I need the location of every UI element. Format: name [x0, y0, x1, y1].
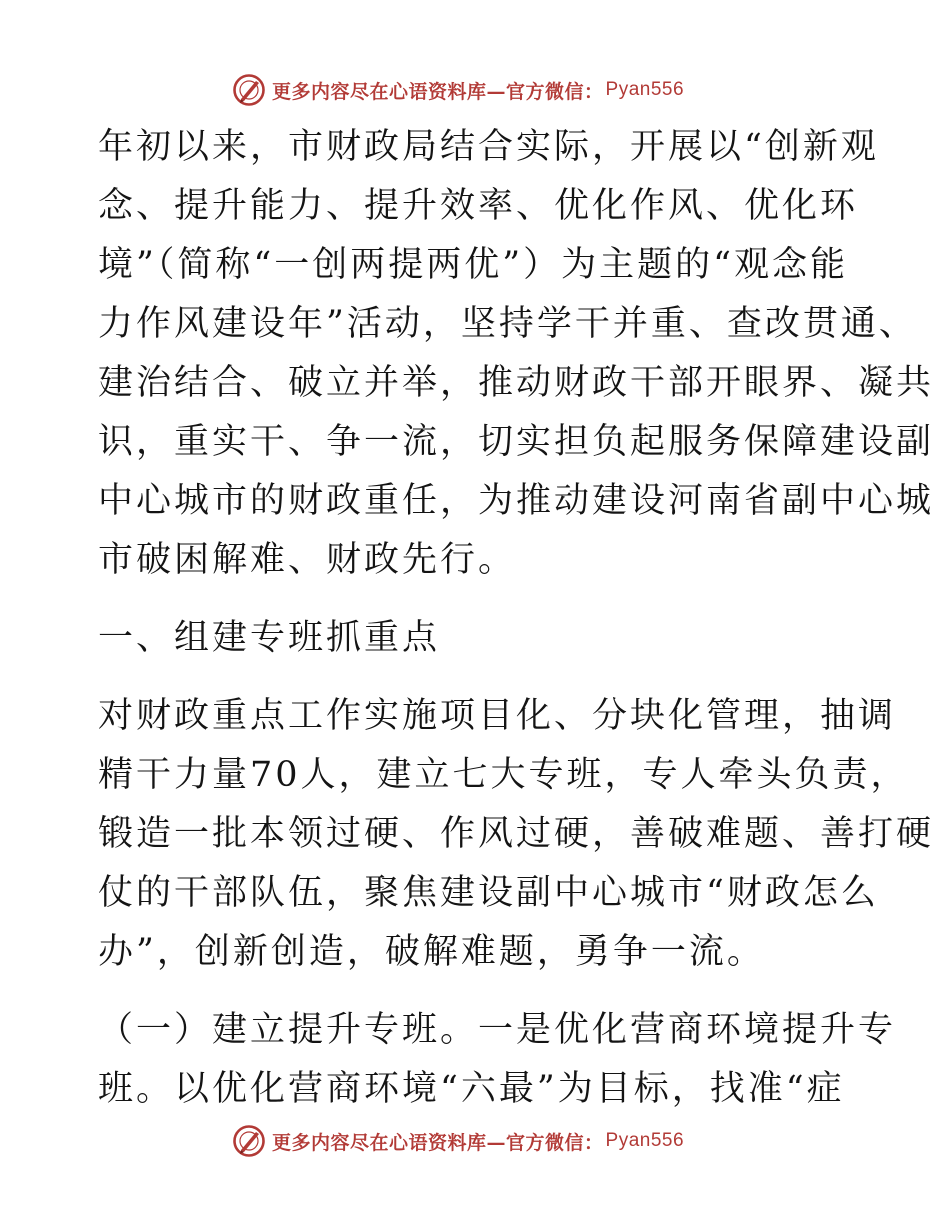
- footer-watermark: [232, 1124, 684, 1158]
- watermark-wechat-id: Pyan556: [605, 79, 685, 100]
- text-line: 建治结合、破立并举，推动财政干部开眼界、凝共: [98, 363, 935, 403]
- watermark-text: 更多内容尽在心语资料库—官方微信：: [272, 1131, 604, 1154]
- section-paragraph: [98, 687, 935, 982]
- document-body: [98, 118, 935, 1119]
- pen-logo-icon: [232, 73, 266, 107]
- text-line: 对财政重点工作实施项目化、分块化管理，抽调: [98, 696, 897, 736]
- pen-logo-icon: [232, 1124, 266, 1158]
- text-line: 境”（简称“一创两提两优”）为主题的“观念能: [98, 245, 849, 285]
- text-line: 精干力量70人，建立七大专班，专人牵头负责，: [98, 755, 909, 795]
- text-line: 仗的干部队伍，聚焦建设副中心城市“财政怎么: [98, 873, 879, 913]
- text-line: 市破困解难、财政先行。: [98, 540, 517, 580]
- subsection-paragraph: [98, 1001, 897, 1119]
- header-watermark: [232, 73, 684, 107]
- text-line: 年初以来，市财政局结合实际，开展以“创新观: [98, 127, 879, 167]
- text-line: （一）建立提升专班。一是优化营商环境提升专: [98, 1010, 897, 1050]
- text-line: 办”，创新创造，破解难题，勇争一流。: [98, 932, 765, 972]
- intro-paragraph: [98, 118, 935, 590]
- text-line: 识，重实干、争一流，切实担负起服务保障建设副: [98, 422, 935, 462]
- text-line: 力作风建设年”活动，坚持学干并重、查改贯通、: [98, 304, 917, 344]
- text-line: 念、提升能力、提升效率、优化作风、优化环: [98, 186, 859, 226]
- text-line: 锻造一批本领过硬、作风过硬，善破难题、善打硬: [98, 814, 935, 854]
- watermark-text: 更多内容尽在心语资料库—官方微信：: [272, 80, 604, 103]
- text-line: 班。以优化营商环境“六最”为目标，找准“症: [98, 1069, 845, 1109]
- watermark-wechat-id: Pyan556: [605, 1130, 685, 1151]
- section-heading: [98, 609, 858, 668]
- text-line: 中心城市的财政重任，为推动建设河南省副中心城: [98, 481, 935, 521]
- heading-line: 一、组建专班抓重点: [98, 618, 441, 658]
